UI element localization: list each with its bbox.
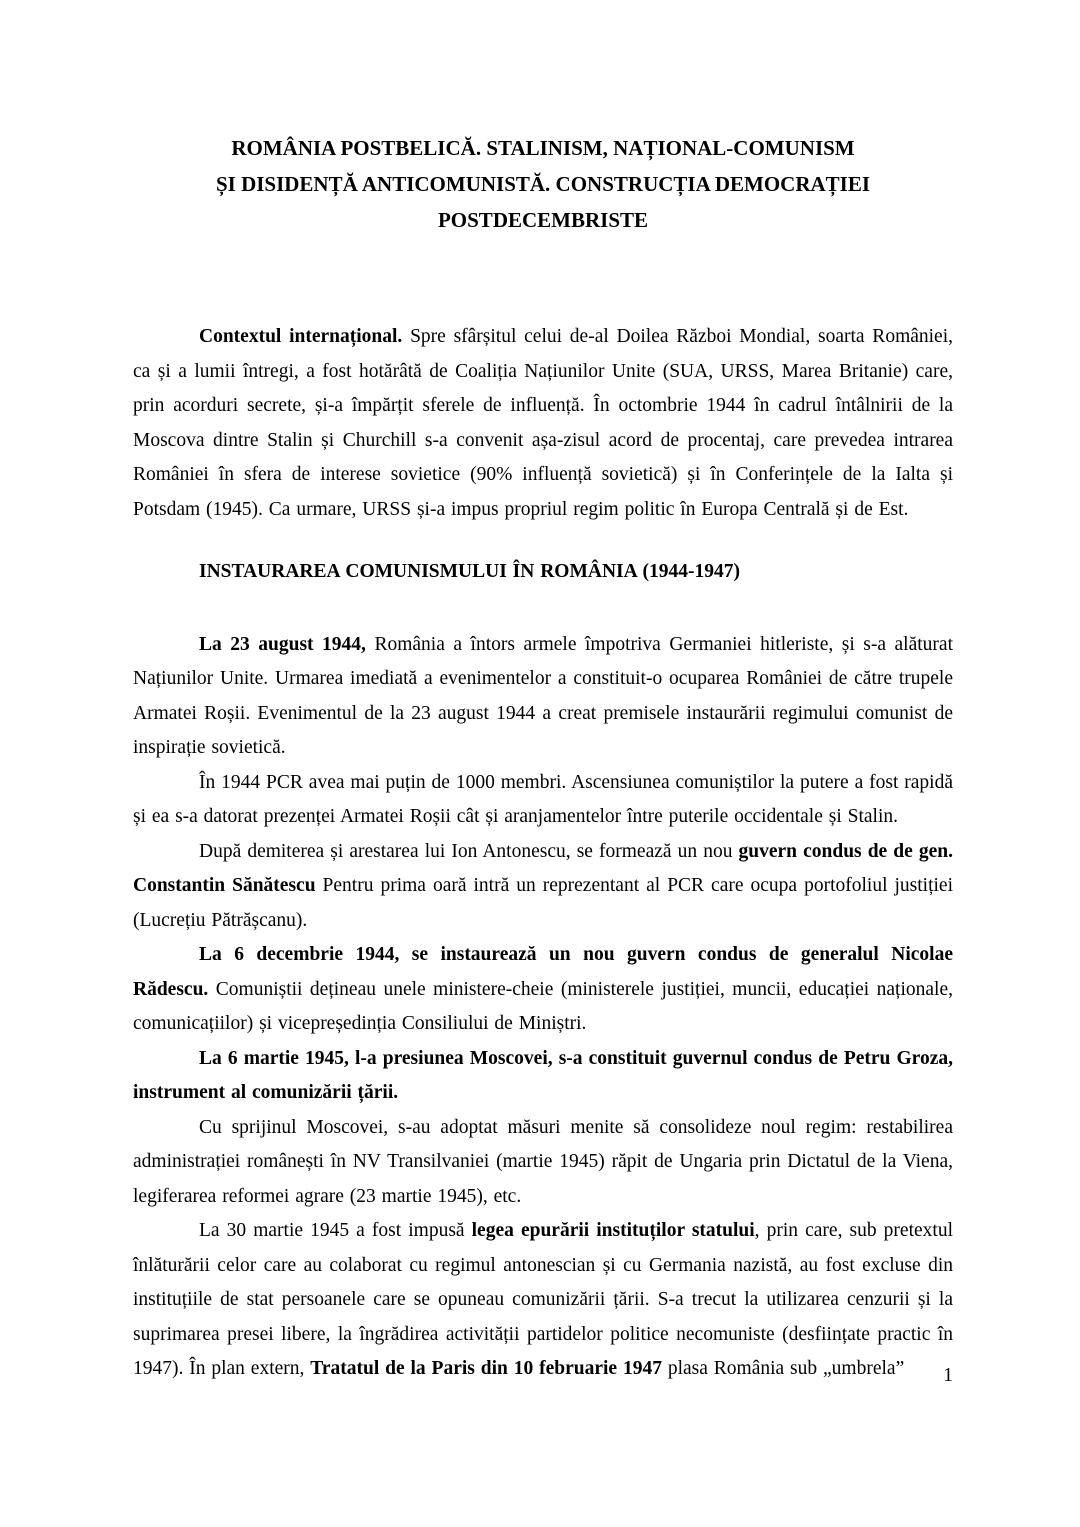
document-paragraphs — [133, 130, 953, 1387]
text-run: Cu sprijinul Moscovei, s-au adoptat măsuri menite să consolideze noul regim: restabilirea administrației românești în NV Transilvaniei (martie 1945) răpit de Ungaria prin Dictatul de la Viena, legiferarea reformei agrare (23 martie 1945), etc. — [133, 1116, 953, 1207]
text-run: În 1944 PCR avea mai puțin de 1000 membri. Ascensiunea comuniștilor la putere a fost rapidă și ea s-a datorat prezenței Armatei Roșii cât și aranjamentelor între puterile occidentale și Stalin. — [133, 771, 953, 827]
text-run: guvern condus de de gen. Constantin Sănătescu — [133, 840, 953, 896]
text-run: Spre sfârșitul celui de-al Doilea Război Mondial, soarta României, ca și a lumii întregi, a fost hotărâtă de Coaliția Națiunilor Unite (SUA, URSS, Marea Britanie) care, prin acorduri secrete, și-a împărțit sferele de influență. În octombrie 1944 în cadrul întâlnirii de la Moscova dintre Stalin și Churchill s-a convenit așa-zisul acord de procentaj, care prevedea intrarea României în sfera de interese sovietice (90% influență sovietică) și în Conferințele de la Ialta și Potsdam (1945). Ca urmare, URSS și-a impus propriul regim politic în Europa Centrală și de Est. — [133, 326, 954, 520]
text-run: POSTDECEMBRISTE — [437, 208, 649, 232]
text-run: La 6 martie 1945, l-a presiunea Moscovei, s-a constituit guvernul condus de Petru Groza, instrument al comunizării țării. — [133, 1047, 953, 1103]
text-run: La 6 decembrie 1944, se instaurează un nou guvern condus de generalul Nicolae Rădescu. — [133, 944, 953, 1000]
paragraph-contextul-international — [133, 320, 953, 527]
text-run: Contextul internațional. — [199, 326, 403, 347]
paragraph-sprijinul-moscovei — [133, 1111, 953, 1215]
document-title-line-2 — [133, 166, 953, 202]
section-heading-instaurarea — [133, 555, 953, 590]
paragraph-pcr-1944 — [133, 766, 953, 835]
paragraph-guvern-radescu — [133, 938, 953, 1042]
text-run: România a întors armele împotriva Germaniei hitleriste, și s-a alăturat Națiunilor Unite. Urmarea imediată a evenimentelor a constituit-o ocuparea României de către trupele Armatei Roșii. Evenimentul de la 23 august 1944 a creat premisele instaurării regimului comunist de inspirație sovietică. — [133, 633, 953, 758]
text-run: plasa România sub „umbrela” — [661, 1358, 905, 1379]
text-run: , prin care, sub pretextul înlăturării celor care au colaborat cu regimul antonescian și cu Germania nazistă, au fost excluse din instituțiile de stat persoanele care se opuneau comunizării țării. S-a trecut la utilizarea cenzurii și la suprimarea presei libere, la îngrădirea activității partidelor politice necomuniste (desființate practic în 1947). În plan extern, — [133, 1220, 953, 1379]
document-title-line-3 — [133, 202, 953, 238]
paragraph-guvern-groza — [133, 1042, 953, 1111]
page-number: 1 — [943, 1365, 953, 1386]
text-run: După demiterea și arestarea lui Ion Antonescu, se formează un nou — [199, 840, 739, 862]
text-run: ȘI DISIDENȚĂ ANTICOMUNISTĂ. CONSTRUCȚIA DEMOCRAȚIEI — [215, 172, 871, 196]
paragraph-23-august-1944 — [133, 628, 953, 766]
text-run: Comuniștii dețineau unele ministere-cheie (ministerele justiției, muncii, educației naționale, comunicațiilor) și vicepreședinția Consiliului de Miniștri. — [133, 978, 953, 1034]
text-run: ROMÂNIA POSTBELICĂ. STALINISM, NAȚIONAL-COMUNISM — [231, 136, 855, 160]
document-content — [133, 130, 953, 1387]
text-run: Tratatul de la Paris din 10 februarie 1947 — [310, 1358, 662, 1379]
document-title-line-1 — [133, 130, 953, 166]
paragraph-legea-epurarii — [133, 1214, 953, 1387]
text-run: La 23 august 1944, — [199, 633, 366, 655]
text-run: legea epurării instituților statului — [471, 1220, 755, 1241]
text-run: La 30 martie 1945 a fost impusă — [199, 1220, 472, 1241]
paragraph-guvern-sanatescu — [133, 835, 953, 939]
text-run: Pentru prima oară intră un reprezentant al PCR care ocupa portofoliul justiției (Lucrețiu Pătrășcanu). — [133, 875, 953, 931]
text-run: INSTAURAREA COMUNISMULUI ÎN ROMÂNIA (1944-1947) — [199, 561, 740, 582]
